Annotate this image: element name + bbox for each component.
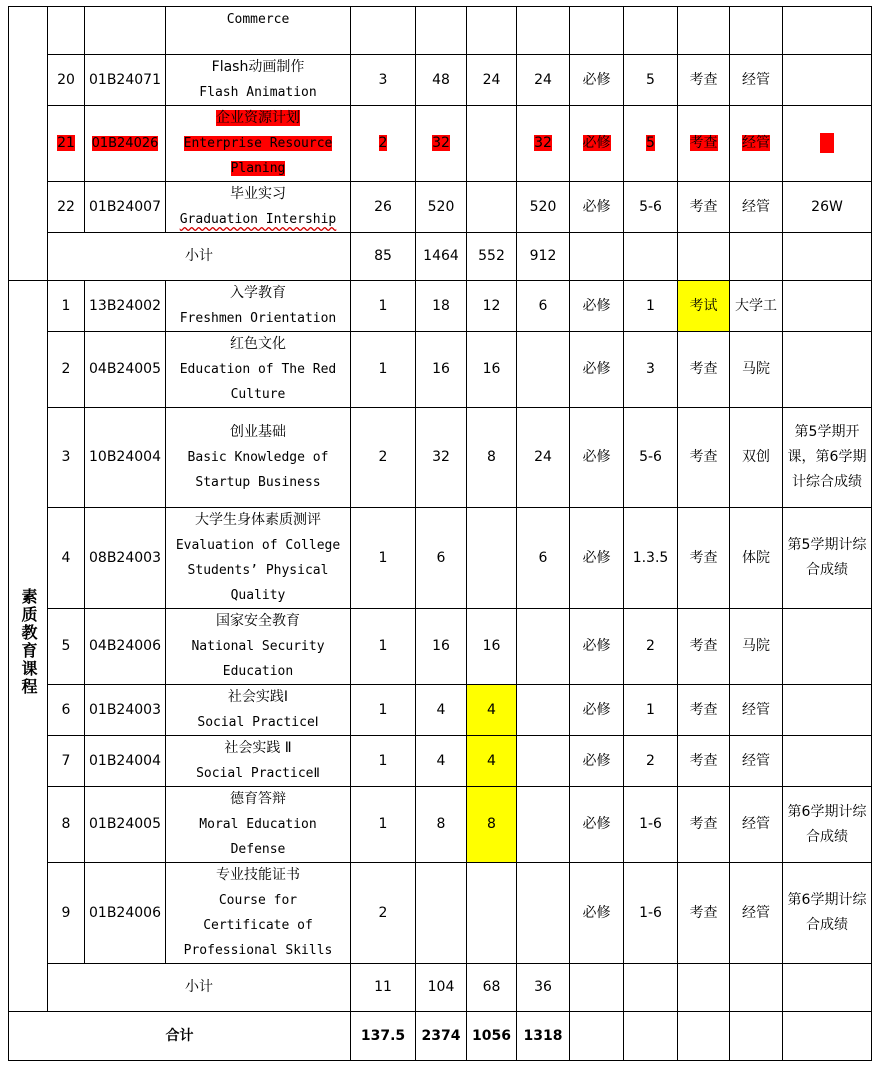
- credit: 2: [351, 408, 416, 508]
- practice-hours: 24: [517, 408, 570, 508]
- course-name-zh: Flash动画制作: [211, 59, 305, 75]
- credit: 1: [351, 281, 416, 332]
- table-row: [9, 281, 872, 332]
- note: [783, 281, 872, 332]
- semester: 2: [624, 736, 678, 787]
- department: 双创: [730, 408, 783, 508]
- credit: 1: [351, 508, 416, 609]
- course-name-zh: 创业基础: [230, 424, 286, 440]
- empty-cell: [678, 1012, 730, 1061]
- theory-hours: [467, 182, 517, 233]
- course-name: [166, 787, 351, 863]
- credit: 26: [351, 182, 416, 233]
- hours: 4: [416, 736, 467, 787]
- hours: [416, 7, 467, 55]
- row-no: 4: [48, 508, 85, 609]
- note: 第5学期计综合成绩: [783, 508, 872, 609]
- credit-text: 2: [378, 135, 388, 151]
- course-name-zh: 红色文化: [230, 336, 286, 352]
- course-name-en-line1: Enterprise Resource: [183, 136, 333, 151]
- credit: 2: [351, 863, 416, 964]
- note: [783, 685, 872, 736]
- subtotal-practice: 36: [517, 964, 570, 1012]
- table-row: [9, 787, 872, 863]
- row-no: 8: [48, 787, 85, 863]
- theory-hours: 8: [467, 408, 517, 508]
- table-row: [9, 609, 872, 685]
- course-code: 08B24003: [85, 508, 166, 609]
- sem-text: 5: [646, 135, 655, 151]
- hours: 48: [416, 55, 467, 106]
- course-code: 01B24004: [85, 736, 166, 787]
- hours: 18: [416, 281, 467, 332]
- course-name-en: Course for: [218, 893, 298, 908]
- semester: 3: [624, 332, 678, 408]
- table-row: [9, 332, 872, 408]
- semester: 1: [624, 685, 678, 736]
- course-type: 必修: [570, 332, 624, 408]
- semester: 5-6: [624, 182, 678, 233]
- table-row: [9, 408, 872, 508]
- course-name-en: [168, 207, 348, 232]
- exam-type: 考查: [678, 182, 730, 233]
- subtotal-practice: 912: [517, 233, 570, 281]
- semester: 5-6: [624, 408, 678, 508]
- row-no: 3: [48, 408, 85, 508]
- department: 体院: [730, 508, 783, 609]
- row-no-text: 21: [57, 135, 75, 151]
- course-name-en: Quality: [230, 588, 286, 603]
- empty-cell: [730, 1012, 783, 1061]
- table-row: [9, 508, 872, 609]
- row-no: 20: [48, 55, 85, 106]
- note: [783, 736, 872, 787]
- practice-hours: 6: [517, 281, 570, 332]
- note: [783, 55, 872, 106]
- course-name-en: Culture: [230, 387, 286, 402]
- red-highlight-mark: [820, 133, 834, 153]
- table-row: [9, 736, 872, 787]
- course-name: [166, 281, 351, 332]
- course-code: 01B24003: [85, 685, 166, 736]
- empty-cell: [783, 233, 872, 281]
- course-name-en: Evaluation of College: [175, 538, 341, 553]
- course-name-en: Basic Knowledge of: [187, 450, 329, 465]
- exam-type: 考查: [678, 609, 730, 685]
- empty-cell: [678, 964, 730, 1012]
- semester: [624, 7, 678, 55]
- course-name-en: National Security: [191, 639, 325, 654]
- practice-hours: [517, 332, 570, 408]
- course-type: 必修: [570, 281, 624, 332]
- department: 经管: [730, 182, 783, 233]
- course-name-en: Freshmen Orientation: [179, 311, 337, 326]
- semester: 1-6: [624, 787, 678, 863]
- course-name-en: Defense: [230, 842, 286, 857]
- exam-type: 考查: [678, 685, 730, 736]
- practice-hours: 520: [517, 182, 570, 233]
- row-no: 1: [48, 281, 85, 332]
- exam-type: 考查: [678, 736, 730, 787]
- empty-cell: [624, 964, 678, 1012]
- department: [730, 106, 783, 182]
- course-type: 必修: [570, 408, 624, 508]
- course-type: 必修: [570, 55, 624, 106]
- row-no: 5: [48, 609, 85, 685]
- total-label: 合计: [9, 1012, 351, 1061]
- semester: 1.3.5: [624, 508, 678, 609]
- course-name-en: Certificate of: [203, 918, 313, 933]
- theory-hours: [467, 7, 517, 55]
- empty-cell: [678, 233, 730, 281]
- table-row: [9, 685, 872, 736]
- course-name-en: Students’ Physical: [187, 563, 329, 578]
- empty-cell: [624, 233, 678, 281]
- theory-hours: [467, 508, 517, 609]
- course-code: 01B24006: [85, 863, 166, 964]
- theory-hours: 8: [467, 787, 517, 863]
- exam-type: 考查: [678, 508, 730, 609]
- practice-hours: [517, 863, 570, 964]
- course-name-en: Commerce: [226, 12, 290, 27]
- hours: 520: [416, 182, 467, 233]
- course-name-en: Startup Business: [195, 475, 321, 490]
- empty-cell: [570, 233, 624, 281]
- row-no: 2: [48, 332, 85, 408]
- course-name-en: Social PracticeⅠ: [197, 715, 319, 730]
- practice-hours: [517, 609, 570, 685]
- empty-cell: [570, 1012, 624, 1061]
- course-name-zh: 大学生身体素质测评: [195, 512, 321, 528]
- type-text: 必修: [582, 135, 611, 151]
- category-cell: [9, 281, 48, 1012]
- practice-hours: [517, 106, 570, 182]
- row-no: 7: [48, 736, 85, 787]
- theory-hours: 16: [467, 332, 517, 408]
- course-code: 10B24004: [85, 408, 166, 508]
- theory-hours: 4: [467, 736, 517, 787]
- theory-hours: 24: [467, 55, 517, 106]
- course-name-en: Social PracticeⅡ: [196, 766, 320, 781]
- course-name-en-text: Graduation Intership: [179, 212, 337, 227]
- exam-type: 考查: [678, 863, 730, 964]
- subtotal-credit: 85: [351, 233, 416, 281]
- empty-cell: [624, 1012, 678, 1061]
- course-code: 04B24005: [85, 332, 166, 408]
- empty-cell: [570, 964, 624, 1012]
- credit: [351, 106, 416, 182]
- department: 马院: [730, 609, 783, 685]
- course-type: 必修: [570, 182, 624, 233]
- course-name-en: Education: [222, 664, 294, 679]
- subtotal-credit: 11: [351, 964, 416, 1012]
- subtotal-row: [9, 233, 872, 281]
- theory-hours: [467, 863, 517, 964]
- semester: 2: [624, 609, 678, 685]
- course-name: [166, 736, 351, 787]
- credit: 1: [351, 787, 416, 863]
- practice-hours: [517, 7, 570, 55]
- theory-hours: [467, 106, 517, 182]
- practice-hours: 6: [517, 508, 570, 609]
- course-name: [166, 7, 351, 55]
- subtotal-theory: 68: [467, 964, 517, 1012]
- semester: 1: [624, 281, 678, 332]
- course-name: [166, 55, 351, 106]
- total-theory: 1056: [467, 1012, 517, 1061]
- exam-type: [678, 7, 730, 55]
- theory-hours: 4: [467, 685, 517, 736]
- subtotal-row: [9, 964, 872, 1012]
- course-type: 必修: [570, 863, 624, 964]
- course-type: 必修: [570, 685, 624, 736]
- category-label: 素质教育课程: [19, 587, 38, 696]
- exam-type: 考查: [678, 55, 730, 106]
- practice-hours: [517, 685, 570, 736]
- department: 大学工: [730, 281, 783, 332]
- table-row: [9, 55, 872, 106]
- empty-cell: [783, 1012, 872, 1061]
- exam-type: 考查: [678, 332, 730, 408]
- department: [730, 7, 783, 55]
- course-name-zh: 专业技能证书: [216, 867, 300, 883]
- row-no: [48, 7, 85, 55]
- hours: [416, 106, 467, 182]
- subtotal-hours: 1464: [416, 233, 467, 281]
- credit: 1: [351, 332, 416, 408]
- note: [783, 106, 872, 182]
- note: 第6学期计综合成绩: [783, 787, 872, 863]
- practice-hours: [517, 736, 570, 787]
- course-name-en: [168, 156, 348, 181]
- course-name: [166, 508, 351, 609]
- course-name-zh: 毕业实习: [230, 186, 286, 202]
- course-name: [166, 408, 351, 508]
- course-name: [166, 106, 351, 182]
- hours: 6: [416, 508, 467, 609]
- subtotal-label: 小计: [48, 964, 351, 1012]
- subtotal-hours: 104: [416, 964, 467, 1012]
- row-no: [48, 106, 85, 182]
- credit: [351, 7, 416, 55]
- course-type: 必修: [570, 787, 624, 863]
- note: [783, 609, 872, 685]
- subtotal-theory: 552: [467, 233, 517, 281]
- course-name-zh: 社会实践 Ⅱ: [224, 740, 292, 756]
- practice-hours: [517, 787, 570, 863]
- exam-type: 考查: [678, 408, 730, 508]
- course-code: [85, 7, 166, 55]
- course-type: [570, 106, 624, 182]
- course-name-zh: [168, 106, 348, 131]
- hours: [416, 863, 467, 964]
- note: [783, 7, 872, 55]
- course-name-en: [168, 131, 348, 156]
- course-type: 必修: [570, 736, 624, 787]
- course-name: [166, 863, 351, 964]
- total-row: [9, 1012, 872, 1061]
- theory-hours: 16: [467, 609, 517, 685]
- course-code: 01B24071: [85, 55, 166, 106]
- total-hours: 2374: [416, 1012, 467, 1061]
- table-row-highlighted: [9, 106, 872, 182]
- course-name-zh: 社会实践Ⅰ: [227, 689, 289, 705]
- course-name-zh: 入学教育: [230, 285, 286, 301]
- course-name-en: Moral Education: [199, 817, 317, 832]
- category-cell-prev: [9, 7, 48, 281]
- note: 第5学期开课，第6学期计综合成绩: [783, 408, 872, 508]
- practice-text: 32: [534, 135, 552, 151]
- note: 26W: [783, 182, 872, 233]
- department: 经管: [730, 55, 783, 106]
- course-name: [166, 609, 351, 685]
- exam-type: 考试: [678, 281, 730, 332]
- hours-text: 32: [432, 135, 450, 151]
- department: 马院: [730, 332, 783, 408]
- total-practice: 1318: [517, 1012, 570, 1061]
- hours: 16: [416, 609, 467, 685]
- curriculum-table: [8, 6, 872, 1061]
- course-name: [166, 182, 351, 233]
- course-name-zh-text: 企业资源计划: [216, 110, 300, 126]
- theory-hours: 12: [467, 281, 517, 332]
- course-name-en: Education of The Red: [179, 362, 337, 377]
- credit: 1: [351, 609, 416, 685]
- course-code: 01B24005: [85, 787, 166, 863]
- course-name: [166, 332, 351, 408]
- course-code: 04B24006: [85, 609, 166, 685]
- note: [783, 332, 872, 408]
- semester: [624, 106, 678, 182]
- course-name-zh: 德育答辩: [230, 791, 286, 807]
- table-row: [9, 863, 872, 964]
- course-name: [166, 685, 351, 736]
- total-credit: 137.5: [351, 1012, 416, 1061]
- course-code: 13B24002: [85, 281, 166, 332]
- department: 经管: [730, 736, 783, 787]
- hours: 16: [416, 332, 467, 408]
- course-type: 必修: [570, 508, 624, 609]
- table-row: [9, 182, 872, 233]
- department: 经管: [730, 863, 783, 964]
- course-type: [570, 7, 624, 55]
- credit: 1: [351, 736, 416, 787]
- exam-type: 考查: [678, 787, 730, 863]
- exam-type: [678, 106, 730, 182]
- course-name-en: Flash Animation: [199, 85, 317, 100]
- semester: 1-6: [624, 863, 678, 964]
- department: 经管: [730, 685, 783, 736]
- exam-text: 考查: [689, 135, 718, 151]
- credit: 3: [351, 55, 416, 106]
- subtotal-label: 小计: [48, 233, 351, 281]
- course-name-en: Professional Skills: [183, 943, 333, 958]
- row-no: 6: [48, 685, 85, 736]
- course-code: 01B24007: [85, 182, 166, 233]
- empty-cell: [730, 964, 783, 1012]
- note: 第6学期计综合成绩: [783, 863, 872, 964]
- empty-cell: [730, 233, 783, 281]
- row-no: 9: [48, 863, 85, 964]
- semester: 5: [624, 55, 678, 106]
- row-no: 22: [48, 182, 85, 233]
- course-name-zh: 国家安全教育: [216, 613, 300, 629]
- table-row: [9, 7, 872, 55]
- hours: 32: [416, 408, 467, 508]
- dept-text: 经管: [742, 135, 770, 151]
- hours: 8: [416, 787, 467, 863]
- department: 经管: [730, 787, 783, 863]
- hours: 4: [416, 685, 467, 736]
- course-name-en-line2: Planing: [230, 161, 286, 176]
- empty-cell: [783, 964, 872, 1012]
- practice-hours: 24: [517, 55, 570, 106]
- course-type: 必修: [570, 609, 624, 685]
- credit: 1: [351, 685, 416, 736]
- course-code-text: 01B24026: [91, 136, 159, 151]
- course-code: [85, 106, 166, 182]
